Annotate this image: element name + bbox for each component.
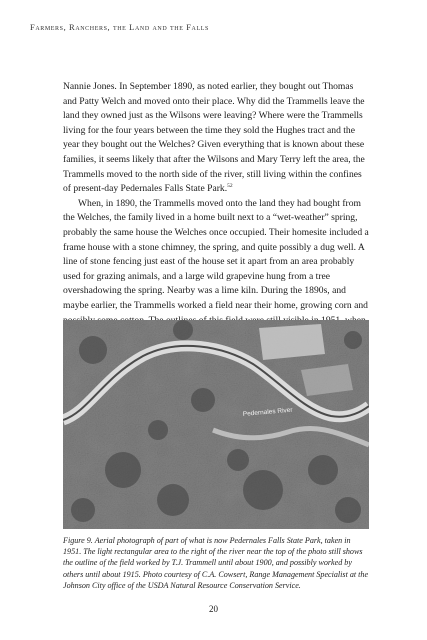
aerial-photograph — [63, 320, 369, 529]
body-text — [63, 80, 369, 343]
trammell-field-outline — [259, 324, 325, 360]
figure-caption — [63, 535, 369, 591]
page-number: 20 — [209, 604, 218, 614]
paragraph-2-text: When, in 1890, the Trammells moved onto the land they had bought from the Welches, the family lived in a home built next to a “wet-weather” spring, probably the same house the Welches once occupied. Their homesite included a frame house with a stone chimney, the spring, and quite possibly a dug well. A line of stone fencing just east of the house set it apart from an area probably used for grazing animals, and a large wild grapevine hung from a tree overshadowing the spring. Nearby was a lime kiln. During the 1890s, and maybe earlier, the Trammells worked a field near their home, growing corn and — [63, 197, 369, 311]
caption-text: Figure 9. Aerial photograph of part of what is now Pedernales Falls State Park, taken in 1951. The light rectangular area to the right of the river near the top of the photo still shows the outline of the field worked by T.J. Trammell until about 1900, and possibly worked by others until about 1915. Photo courtesy of C.A. Cowsert, Range Management Specialist at the Johnson City office of the USDA Natural Resource Conservation Service. — [63, 536, 369, 590]
running-head: Farmers, Ranchers, the Land and the Falls — [30, 22, 209, 32]
footnote-ref-52: 52 — [227, 183, 233, 190]
paragraph-1 — [63, 80, 369, 197]
aerial-photo-illustration — [63, 320, 369, 529]
river-label: Pedernales River — [242, 406, 293, 418]
paragraph-1-text: Nannie Jones. In September 1890, as noted earlier, they bought out Thomas and Patty Welch and moved onto their place. Why did the Trammells leave the land they owned just as the Wilsons were leaving? Where were the Trammells living for the four years between the time they sold the Hughes tract and the year they bought out the Welches? Given everything that is known about these families, it seems likely that after the Wilsons and Mary Terry left the area, the Trammells moved to the north side of the river, still living within the confines of present-day Pedernales Falls State Park. — [63, 81, 365, 195]
